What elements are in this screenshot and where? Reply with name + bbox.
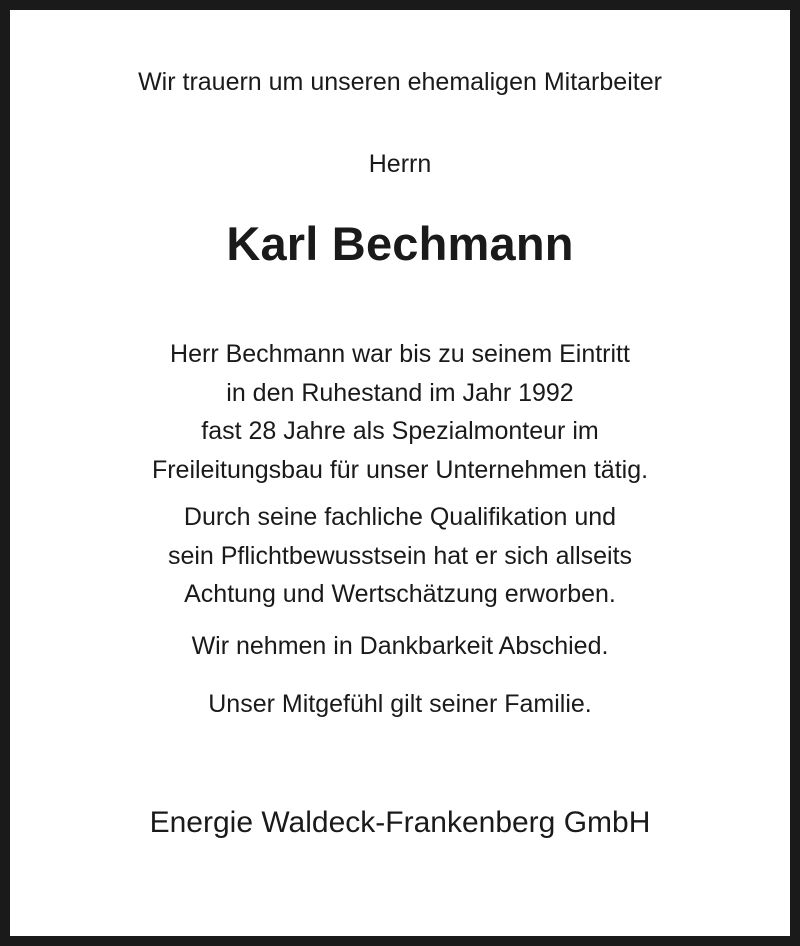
salutation-text: Herrn — [368, 150, 432, 178]
paragraph-line: sein Pflichtbewusstsein hat er sich allseits — [167, 541, 633, 570]
paragraph-line: Wir nehmen in Dankbarkeit Abschied. — [191, 632, 609, 660]
qualification-paragraph — [10, 498, 790, 614]
company-signature: Energie Waldeck-Frankenberg GmbH — [149, 806, 651, 839]
paragraph-line: Durch seine fachliche Qualifikation und — [183, 503, 617, 531]
paragraph-line: fast 28 Jahre als Spezialmonteur im — [201, 417, 599, 445]
farewell-paragraph — [10, 627, 790, 666]
paragraph-line: Achtung und Wertschätzung erworben. — [184, 580, 616, 608]
deceased-name: Karl Bechmann — [226, 217, 574, 270]
paragraph-line: Unser Mitgefühl gilt seiner Familie. — [208, 690, 592, 718]
paragraph-line: Freileitungsbau für unser Unternehmen tätig. — [151, 455, 649, 484]
career-paragraph — [10, 335, 790, 489]
intro-text: Wir trauern um unseren ehemaligen Mitarbeiter — [138, 68, 662, 96]
condolence-paragraph — [10, 685, 790, 724]
paragraph-line: in den Ruhestand im Jahr 1992 — [226, 378, 574, 407]
paragraph-line: Herr Bechmann war bis zu seinem Eintritt — [170, 340, 630, 368]
